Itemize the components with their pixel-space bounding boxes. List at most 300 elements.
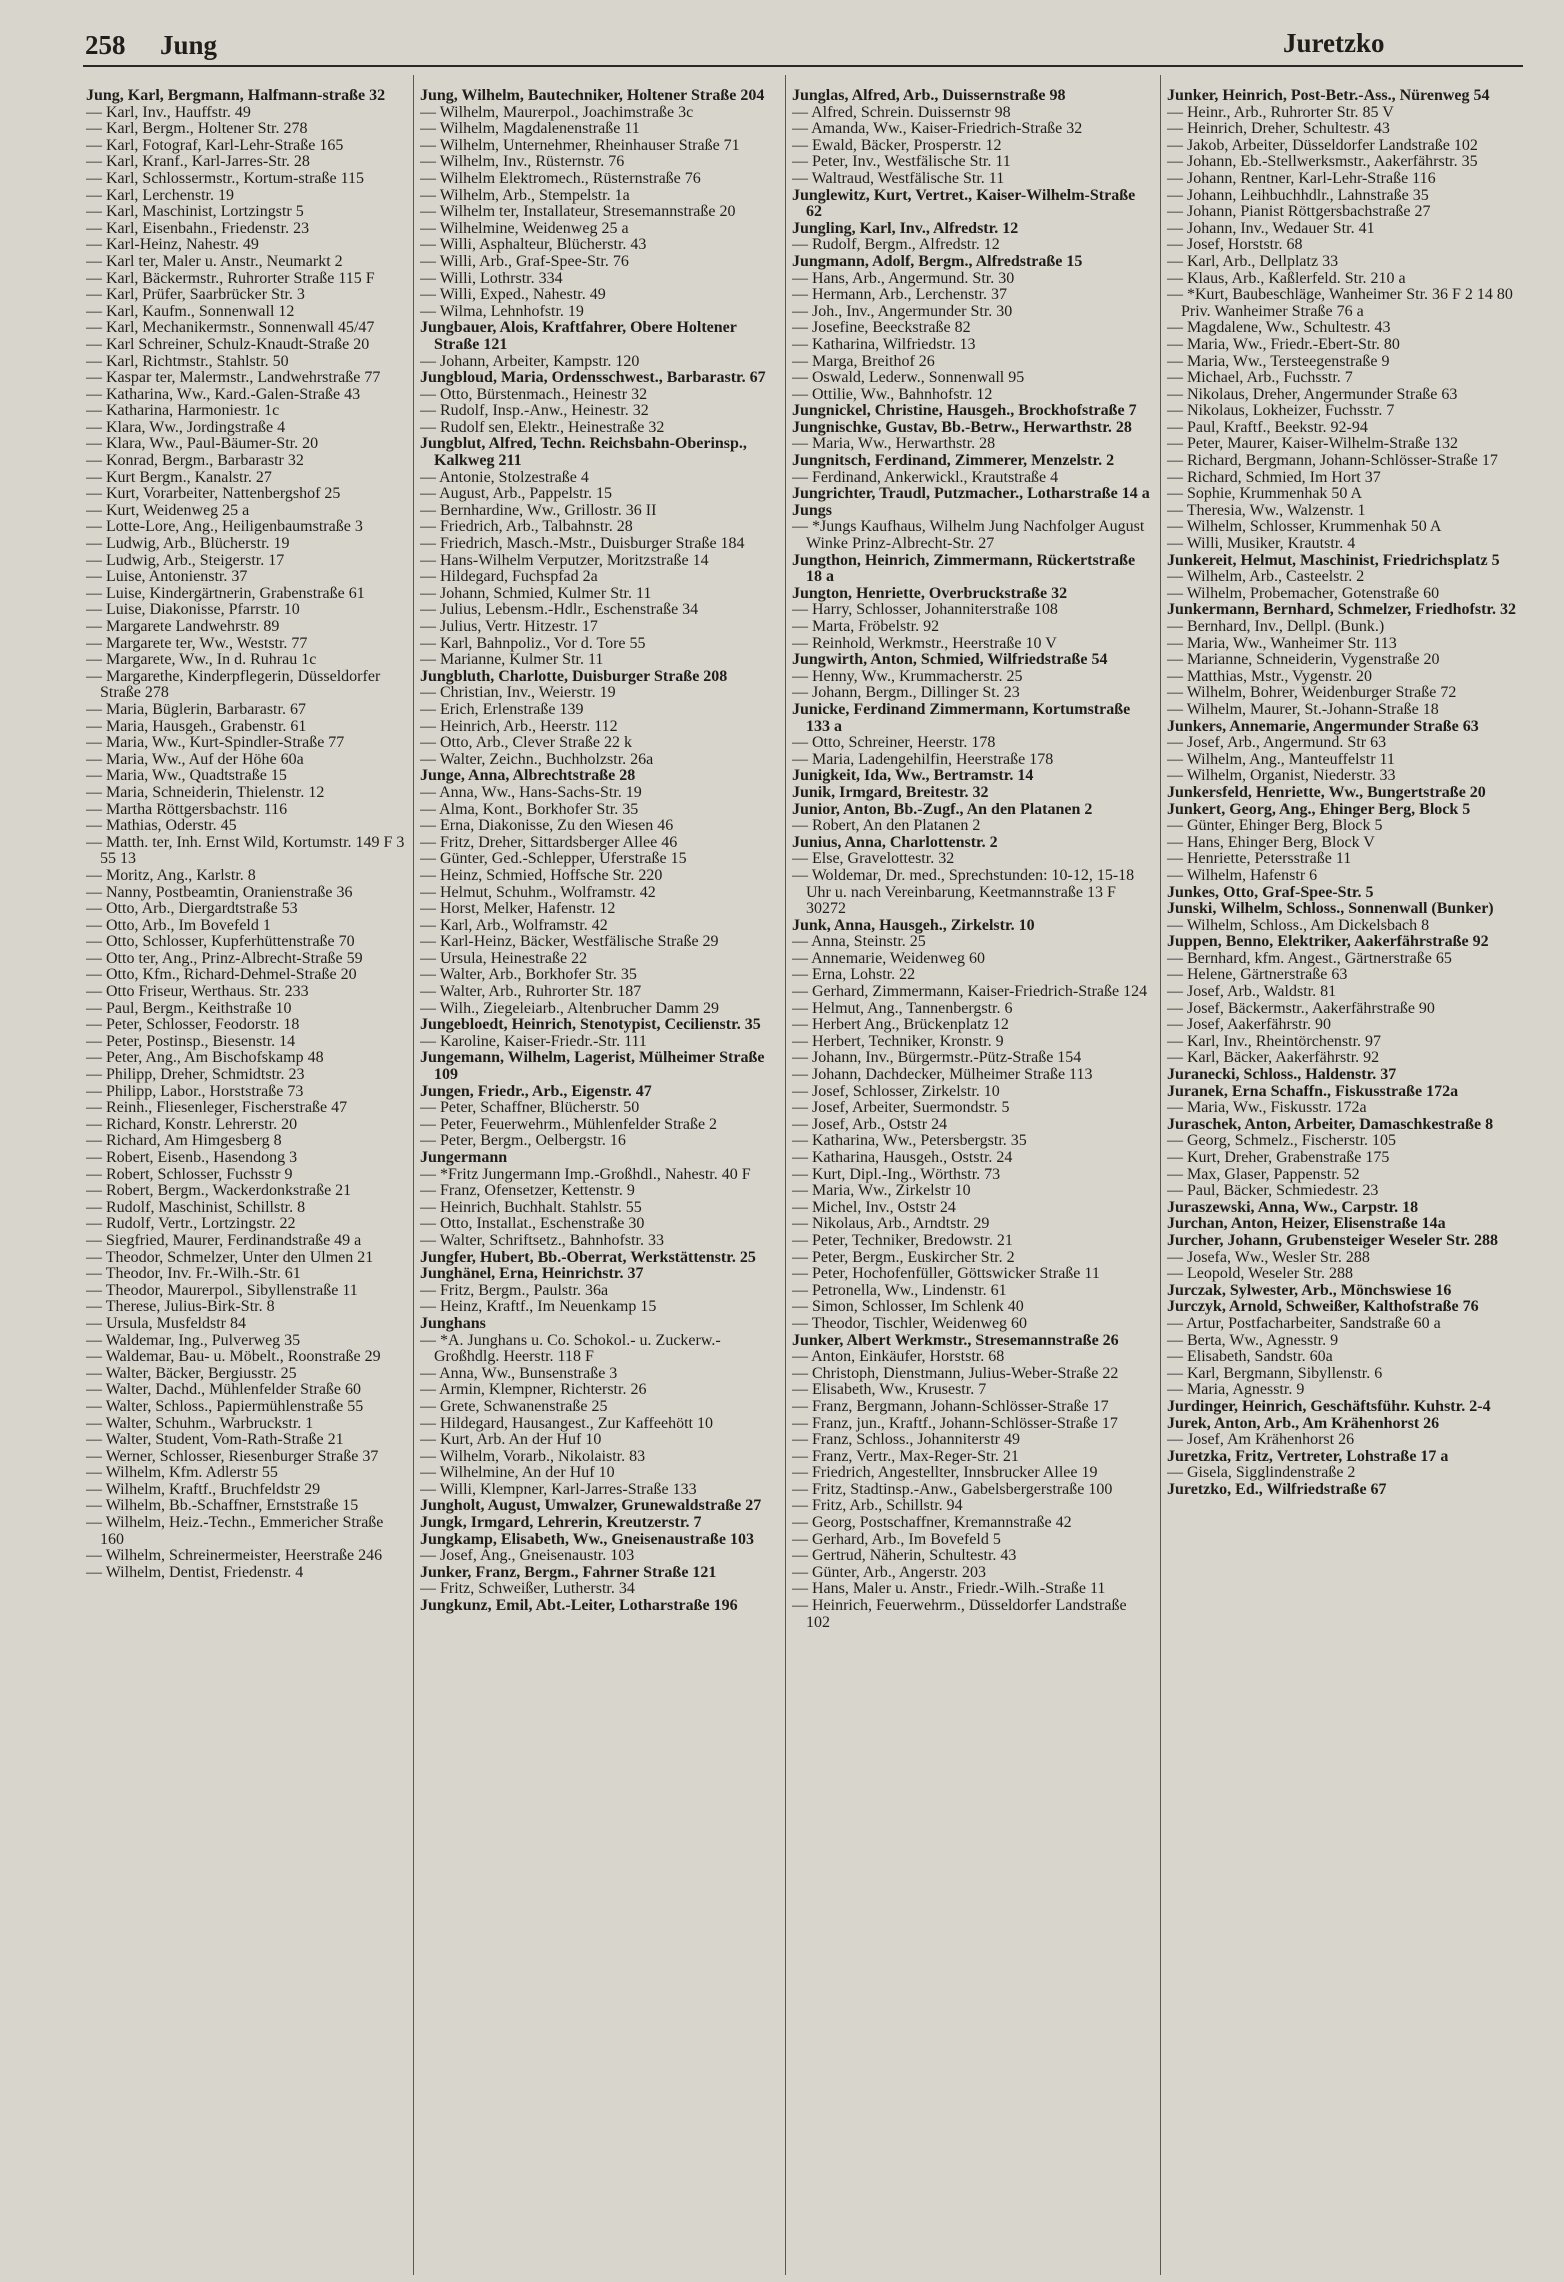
directory-entry: — Günter, Arb., Angerstr. 203 (792, 1563, 987, 1581)
directory-entry: — Katharina, Ww., Kard.-Galen-Straße 43 (86, 385, 361, 403)
directory-entry: — Peter, Schaffner, Blücherstr. 50 (420, 1099, 640, 1117)
directory-entry: — Margarete Landwehrstr. 89 (86, 618, 280, 635)
directory-entry: — Otto, Schlosser, Kupferhüttenstraße 70 (86, 933, 355, 951)
directory-entry: — Herbert, Techniker, Kronstr. 9 (792, 1032, 1004, 1050)
directory-entry: — Ferdinand, Ankerwickl., Krautstraße 4 (792, 468, 1059, 486)
directory-entry: — Günter, Ehinger Berg, Block 5 (1167, 817, 1383, 835)
directory-entry: — Therese, Julius-Birk-Str. 8 (86, 1298, 275, 1316)
directory-entry: — Klara, Ww., Jordingstraße 4 (86, 418, 286, 436)
directory-entry: — Walter, Schloss., Papiermühlenstraße 55 (86, 1397, 364, 1415)
directory-entry: — Maria, Ww., Tersteegenstraße 9 (1167, 352, 1390, 370)
directory-entry: Junker, Franz, Bergm., Fahrner Straße 121 (420, 1563, 717, 1581)
directory-entry: — Maria, Ww., Friedr.-Ebert-Str. 80 (1167, 335, 1400, 353)
directory-entry: — Wilhelm, Kfm. Adlerstr 55 (86, 1464, 278, 1482)
directory-entry: — Richard, Konstr. Lehrerstr. 20 (86, 1115, 298, 1133)
directory-entry: — Josef, Arb., Angermund. Str 63 (1167, 734, 1387, 752)
directory-entry: — Rudolf, Insp.-Anw., Heinestr. 32 (420, 402, 649, 420)
directory-entry: — Margarete ter, Ww., Weststr. 77 (86, 634, 308, 652)
directory-entry: Jungermann (420, 1149, 508, 1166)
directory-entry: — Berta, Ww., Agnesstr. 9 (1167, 1331, 1339, 1349)
directory-entry: — Karl, Richtmstr., Stahlstr. 50 (86, 352, 289, 370)
directory-entry: — Maria, Ww., Herwarthstr. 28 (792, 435, 996, 453)
directory-entry: Jungkunz, Emil, Abt.-Leiter, Lotharstraße 196 (420, 1597, 738, 1615)
directory-column-2 (420, 88, 778, 2268)
directory-entry: — Heinrich, Dreher, Schultestr. 43 (1167, 120, 1390, 138)
directory-entry: Jungfer, Hubert, Bb.-Oberrat, Werkstättenstr. 25 (420, 1248, 756, 1266)
directory-entry: Juretzko, Ed., Wilfriedstraße 67 (1167, 1480, 1387, 1498)
directory-entry: — Willi, Asphalteur, Blücherstr. 43 (420, 236, 647, 254)
directory-entry: — August, Arb., Pappelstr. 15 (420, 485, 613, 503)
directory-entry: — Josef, Ang., Gneisenaustr. 103 (420, 1547, 635, 1565)
directory-entry: — Richard, Am Himgesberg 8 (86, 1132, 282, 1150)
directory-entry: — Petronella, Ww., Lindenstr. 61 (792, 1281, 1007, 1299)
directory-entry: — Franz, Vertr., Max-Reger-Str. 21 (792, 1447, 1019, 1465)
directory-entry: — Bernhard, Inv., Dellpl. (Bunk.) (1167, 618, 1385, 635)
directory-entry: — Karl-Heinz, Nahestr. 49 (86, 236, 259, 254)
directory-entry: — Ludwig, Arb., Blücherstr. 19 (86, 535, 290, 553)
directory-entry: — Klaus, Arb., Kaßlerfeld. Str. 210 a (1167, 269, 1406, 287)
directory-entry: — Sophie, Krummenhak 50 A (1167, 485, 1363, 503)
directory-entry: Jurczak, Sylwester, Arb., Mönchswiese 16 (1167, 1281, 1452, 1299)
directory-entry: — Hans, Maler u. Anstr., Friedr.-Wilh.-Straße 11 (792, 1580, 1106, 1598)
directory-entry: — Nikolaus, Dreher, Angermunder Straße 63 (1167, 385, 1458, 403)
directory-entry: Juretzka, Fritz, Vertreter, Lohstraße 17 a (1167, 1447, 1449, 1465)
directory-entry: — Josefa, Ww., Wesler Str. 288 (1167, 1248, 1370, 1266)
directory-entry: — Johann, Bergm., Dillinger St. 23 (792, 684, 1020, 702)
directory-entry: — Karl, Bäcker, Aakerfährstr. 92 (1167, 1049, 1380, 1067)
directory-entry: — Wilhelm, Bohrer, Weidenburger Straße 72 (1167, 684, 1457, 702)
directory-entry: Junghänel, Erna, Heinrichstr. 37 (420, 1265, 644, 1283)
directory-entry: Jungebloedt, Heinrich, Stenotypist, Cecilienstr. 35 (420, 1016, 761, 1034)
directory-entry: — Peter, Feuerwehrm., Mühlenfelder Straße 2 (420, 1115, 718, 1133)
directory-entry: — Moritz, Ang., Karlstr. 8 (86, 866, 256, 884)
directory-entry: — Wilhelmine, Weidenweg 25 a (420, 219, 629, 237)
directory-entry: — Josef, Bäckermstr., Aakerfährstraße 90 (1167, 999, 1435, 1017)
directory-entry: Jungbloud, Maria, Ordensschwest., Barbarastr. 67 (420, 369, 766, 387)
directory-entry: Jungnischke, Gustav, Bb.-Betrw., Herwarthstr. 28 (792, 418, 1132, 436)
directory-entry: — Rudolf sen, Elektr., Heinestraße 32 (420, 418, 665, 436)
directory-entry: — Matth. ter, Inh. Ernst Wild, Kortumstr. 149 F 3 55 13 (86, 833, 405, 868)
directory-entry: — Fritz, Dreher, Sittardsberger Allee 46 (420, 833, 678, 851)
directory-entry: Junkert, Georg, Ang., Ehinger Berg, Block 5 (1167, 800, 1471, 818)
directory-entry: — Karl-Heinz, Bäcker, Westfälische Straße 29 (420, 933, 719, 951)
directory-entry: — Kurt, Arb. An der Huf 10 (420, 1431, 602, 1449)
directory-entry: — Johann, Rentner, Karl-Lehr-Straße 116 (1167, 169, 1436, 187)
directory-entry: — Wilhelm, Organist, Niederstr. 33 (1167, 767, 1396, 785)
directory-entry: — Marianne, Schneiderin, Vygenstraße 20 (1167, 651, 1440, 669)
directory-entry: — Heinr., Arb., Ruhrorter Str. 85 V (1167, 103, 1394, 121)
directory-entry: Junkereit, Helmut, Maschinist, Friedrichsplatz 5 (1167, 551, 1500, 569)
directory-entry: — Karl, Inv., Rheintörchenstr. 97 (1167, 1032, 1382, 1050)
directory-entry: — Friedrich, Masch.-Mstr., Duisburger Straße 184 (420, 535, 745, 553)
directory-entry: — Franz, Ofensetzer, Kettenstr. 9 (420, 1182, 635, 1200)
directory-entry: — Johann, Dachdecker, Mülheimer Straße 113 (792, 1066, 1093, 1084)
directory-column-3 (792, 88, 1152, 2268)
directory-entry: — Ursula, Heinestraße 22 (420, 949, 588, 967)
directory-entry: — Karoline, Kaiser-Friedr.-Str. 111 (420, 1032, 647, 1050)
directory-entry: — Theodor, Maurerpol., Sibyllenstraße 11 (86, 1281, 358, 1299)
directory-entry: — Franz, jun., Kraftf., Johann-Schlösser-Straße 17 (792, 1414, 1118, 1432)
header-right-word: Juretzko (1283, 28, 1385, 58)
directory-entry: Jungnickel, Christine, Hausgeh., Brockhofstraße 7 (792, 402, 1137, 420)
directory-entry: — Anna, Steinstr. 25 (792, 933, 926, 951)
directory-entry: — Joh., Inv., Angermunder Str. 30 (792, 302, 1013, 320)
directory-entry: — Richard, Bergmann, Johann-Schlösser-Straße 17 (1167, 452, 1498, 470)
directory-entry: — Marianne, Kulmer Str. 11 (420, 651, 604, 669)
directory-entry: — Artur, Postfacharbeiter, Sandstraße 60 a (1167, 1314, 1441, 1332)
directory-entry: — Josef, Aakerfährstr. 90 (1167, 1016, 1331, 1034)
directory-entry: — Annemarie, Weidenweg 60 (792, 949, 986, 967)
directory-entry: — *Fritz Jungermann Imp.-Großhdl., Nahestr. 40 F (420, 1165, 751, 1183)
directory-entry: — Peter, Bergm., Euskircher Str. 2 (792, 1248, 1015, 1266)
directory-entry: — Wilhelm, Maurerpol., Joachimstraße 3c (420, 103, 694, 121)
directory-entry: — Heinrich, Arb., Heerstr. 112 (420, 717, 618, 735)
directory-entry: — Luise, Antonienstr. 37 (86, 568, 248, 586)
directory-entry: — Wilhelm ter, Installateur, Stresemannstraße 20 (420, 203, 736, 221)
directory-entry: — Wilhelm, Arb., Casteelstr. 2 (1167, 568, 1365, 586)
directory-entry: Juranecki, Schloss., Haldenstr. 37 (1167, 1066, 1397, 1084)
directory-entry: — Hans, Ehinger Berg, Block V (1167, 833, 1375, 851)
directory-entry: — Leopold, Weseler Str. 288 (1167, 1265, 1353, 1283)
directory-entry: Junglas, Alfred, Arb., Duissernstraße 98 (792, 88, 1066, 104)
directory-entry: — Margarethe, Kinderpflegerin, Düsseldorfer Straße 278 (86, 667, 381, 702)
directory-entry: — Otto Friseur, Werthaus. Str. 233 (86, 983, 309, 1001)
directory-entry: — Robert, Bergm., Wackerdonkstraße 21 (86, 1182, 352, 1200)
directory-entry: — Maria, Ww., Quadtstraße 15 (86, 767, 287, 785)
directory-entry: — Oswald, Lederw., Sonnenwall 95 (792, 369, 1025, 387)
directory-entry: Junigkeit, Ida, Ww., Bertramstr. 14 (792, 767, 1034, 785)
directory-entry: — Horst, Melker, Hafenstr. 12 (420, 900, 616, 918)
directory-entry: Jung, Wilhelm, Bautechniker, Holtener Straße 204 (420, 88, 765, 104)
directory-entry: — Katharina, Harmoniestr. 1c (86, 402, 280, 420)
header-left-word: Jung (160, 30, 218, 60)
directory-entry: Junge, Anna, Albrechtstraße 28 (420, 767, 636, 785)
directory-entry: — Michel, Inv., Oststr 24 (792, 1198, 956, 1216)
column-divider (1160, 75, 1161, 2275)
directory-entry: — Richard, Schmied, Im Hort 37 (1167, 468, 1381, 486)
directory-entry: Junkers, Annemarie, Angermunder Straße 63 (1167, 717, 1479, 735)
directory-entry: — Wilhelm, Hafenstr 6 (1167, 866, 1318, 884)
directory-column-4 (1167, 88, 1525, 2268)
directory-entry: — Bernhardine, Ww., Grillostr. 36 II (420, 501, 657, 519)
directory-entry: — Johann, Eb.-Stellwerksmstr., Aakerfährstr. 35 (1167, 153, 1478, 171)
directory-entry: Junghans (420, 1314, 486, 1332)
directory-entry: — Wilhelm, Magdalenenstraße 11 (420, 120, 640, 138)
directory-entry: — Antonie, Stolzestraße 4 (420, 468, 589, 486)
directory-entry: — Wilhelmine, An der Huf 10 (420, 1464, 615, 1482)
directory-entry: — Helmut, Schuhm., Wolframstr. 42 (420, 883, 656, 901)
directory-entry: — Josefine, Beeckstraße 82 (792, 319, 971, 337)
directory-entry: — Otto, Kfm., Richard-Dehmel-Straße 20 (86, 966, 357, 984)
directory-entry: — Wilhelm, Kraftf., Bruchfeldstr 29 (86, 1480, 321, 1498)
directory-entry: Junior, Anton, Bb.-Zugf., An den Platanen 2 (792, 800, 1093, 818)
directory-entry: — Walter, Arb., Ruhrorter Str. 187 (420, 983, 642, 1001)
directory-entry: — Paul, Kraftf., Beekstr. 92-94 (1167, 418, 1368, 436)
directory-entry: — Willi, Arb., Graf-Spee-Str. 76 (420, 252, 629, 270)
directory-entry: — Elisabeth, Ww., Krusestr. 7 (792, 1381, 987, 1399)
directory-entry: — Martha Röttgersbachstr. 116 (86, 800, 288, 818)
directory-entry: — Mathias, Oderstr. 45 (86, 817, 237, 835)
directory-entry: — Simon, Schlosser, Im Schlenk 40 (792, 1298, 1024, 1316)
directory-entry: — Maria, Büglerin, Barbarastr. 67 (86, 700, 306, 718)
directory-entry: — Maria, Schneiderin, Thielenstr. 12 (86, 783, 325, 801)
directory-entry: — Wilhelm, Vorarb., Nikolaistr. 83 (420, 1447, 646, 1465)
directory-entry: — Otto, Schreiner, Heerstr. 178 (792, 734, 996, 752)
directory-entry: — Matthias, Mstr., Vygenstr. 20 (1167, 667, 1373, 685)
directory-entry: — Erna, Lohstr. 22 (792, 966, 916, 984)
directory-entry: Junski, Wilhelm, Schloss., Sonnenwall (Bunker) (1167, 900, 1494, 918)
directory-entry: — Otto, Arb., Im Bovefeld 1 (86, 916, 271, 934)
directory-entry: — Marga, Breithof 26 (792, 352, 935, 370)
directory-entry: — Johann, Schmied, Kulmer Str. 11 (420, 584, 652, 602)
directory-entry: — Wilhelm, Probemacher, Gotenstraße 60 (1167, 584, 1440, 602)
directory-entry: — Kurt, Dreher, Grabenstraße 175 (1167, 1149, 1390, 1166)
directory-entry: — Karl, Lerchenstr. 19 (86, 186, 234, 204)
directory-entry: — Robert, An den Platanen 2 (792, 817, 981, 835)
directory-entry: Jungthon, Heinrich, Zimmermann, Rückertstraße 18 a (792, 551, 1136, 586)
directory-entry: Jungnitsch, Ferdinand, Zimmerer, Menzelstr. 2 (792, 452, 1115, 470)
directory-entry: — Wilhelm Elektromech., Rüsternstraße 76 (420, 169, 701, 187)
directory-entry: — Theodor, Inv. Fr.-Wilh.-Str. 61 (86, 1265, 301, 1283)
directory-entry: — Walter, Dachd., Mühlenfelder Straße 60 (86, 1381, 362, 1399)
directory-entry: — Gisela, Sigglindenstraße 2 (1167, 1464, 1356, 1482)
directory-entry: — Nikolaus, Arb., Arndtstr. 29 (792, 1215, 990, 1233)
directory-entry: — Johann, Leihbuchhdlr., Lahnstraße 35 (1167, 186, 1429, 204)
directory-entry: Jurdinger, Heinrich, Geschäftsführ. Kuhstr. 2-4 (1167, 1397, 1491, 1415)
directory-entry: — Karl, Bahnpoliz., Vor d. Tore 55 (420, 634, 646, 652)
directory-entry: — Wilhelm, Schlosser, Krummenhak 50 A (1167, 518, 1442, 536)
directory-entry: — Waltraud, Westfälische Str. 11 (792, 169, 1005, 187)
directory-entry: — Michael, Arb., Fuchsstr. 7 (1167, 369, 1353, 387)
directory-entry: Jungen, Friedr., Arb., Eigenstr. 47 (420, 1082, 652, 1100)
directory-entry: — Theodor, Tischler, Weidenweg 60 (792, 1314, 1028, 1332)
directory-entry: — Friedrich, Arb., Talbahnstr. 28 (420, 518, 633, 536)
directory-entry: — Julius, Vertr. Hitzestr. 17 (420, 618, 598, 635)
directory-entry: — Karl, Mechanikermstr., Sonnenwall 45/47 (86, 319, 375, 337)
directory-entry: — Maria, Ww., Wanheimer Str. 113 (1167, 634, 1397, 652)
page-header (0, 0, 1564, 75)
directory-entry: — Erich, Erlenstraße 139 (420, 700, 584, 718)
directory-entry: — Otto, Arb., Diergardtstraße 53 (86, 900, 298, 918)
directory-entry: — Hildegard, Fuchspfad 2a (420, 568, 598, 586)
directory-entry: — Franz, Schloss., Johanniterstr 49 (792, 1431, 1020, 1449)
directory-entry: — Julius, Lebensm.-Hdlr., Eschenstraße 34 (420, 601, 699, 619)
directory-entry: — Josef, Arb., Waldstr. 81 (1167, 983, 1337, 1001)
directory-entry: — Heinrich, Feuerwehrm., Düsseldorfer Landstraße 102 (792, 1597, 1127, 1631)
directory-entry: Jungemann, Wilhelm, Lagerist, Mülheimer Straße 109 (420, 1049, 765, 1084)
directory-entry: — Peter, Schlosser, Feodorstr. 18 (86, 1016, 300, 1034)
directory-entry: Jungrichter, Traudl, Putzmacher., Lotharstraße 14 a (792, 485, 1150, 503)
directory-entry: Juppen, Benno, Elektriker, Aakerfährstraße 92 (1167, 933, 1489, 951)
directory-entry: — Peter, Ang., Am Bischofskamp 48 (86, 1049, 324, 1067)
directory-entry: — Kurt Bergm., Kanalstr. 27 (86, 468, 272, 486)
directory-entry: — Maria, Agnesstr. 9 (1167, 1381, 1305, 1399)
directory-entry: — Wilhelm, Arb., Stempelstr. 1a (420, 186, 630, 204)
directory-entry: — Otto, Arb., Clever Straße 22 k (420, 734, 632, 752)
directory-entry: — Henny, Ww., Krummacherstr. 25 (792, 667, 1023, 685)
directory-entry: — Peter, Maurer, Kaiser-Wilhelm-Straße 132 (1167, 435, 1458, 453)
column-divider (785, 75, 786, 2275)
directory-entry: — Jakob, Arbeiter, Düsseldorfer Landstraße 102 (1167, 136, 1478, 154)
directory-entry: — Karl, Bergmann, Sibyllenstr. 6 (1167, 1364, 1383, 1382)
directory-entry: — Karl, Bäckermstr., Ruhrorter Straße 115 F (86, 269, 375, 287)
directory-entry: — Hildegard, Hausangest., Zur Kaffeehött 10 (420, 1414, 713, 1432)
directory-entry: Jurek, Anton, Arb., Am Krähenhorst 26 (1167, 1414, 1440, 1432)
directory-entry: — Fritz, Stadtinsp.-Anw., Gabelsbergerstraße 100 (792, 1480, 1113, 1498)
directory-entry: — Josef, Horststr. 68 (1167, 236, 1303, 254)
directory-entry: — Josef, Am Krähenhorst 26 (1167, 1431, 1355, 1449)
directory-entry: — Kaspar ter, Malermstr., Landwehrstraße 77 (86, 369, 381, 387)
directory-entry: — Kurt, Weidenweg 25 a (86, 501, 250, 519)
directory-entry: — Karl, Fotograf, Karl-Lehr-Straße 165 (86, 136, 344, 154)
directory-entry: — Woldemar, Dr. med., Sprechstunden: 10-12, 15-18 Uhr u. nach Vereinbarung, Keetmannstraße 13 F 30272 (792, 866, 1135, 918)
directory-entry: Jungbauer, Alois, Kraftfahrer, Obere Holtener Straße 121 (420, 319, 737, 353)
directory-entry: — Hans-Wilhelm Verputzer, Moritzstraße 14 (420, 551, 709, 569)
directory-entry: — Theresia, Ww., Walzenstr. 1 (1167, 501, 1366, 519)
directory-entry: — Gerhard, Zimmermann, Kaiser-Friedrich-Straße 124 (792, 983, 1148, 1001)
directory-entry: Junik, Irmgard, Breitestr. 32 (792, 783, 989, 801)
directory-entry: — Karl, Bergm., Holtener Str. 278 (86, 120, 308, 138)
directory-entry: — Franz, Bergmann, Johann-Schlösser-Straße 17 (792, 1397, 1109, 1415)
directory-entry: — Walter, Schriftsetz., Bahnhofstr. 33 (420, 1231, 664, 1249)
directory-entry: — Waldemar, Bau- u. Möbelt., Roonstraße 29 (86, 1348, 381, 1366)
directory-entry: — Kurt, Dipl.-Ing., Wörthstr. 73 (792, 1165, 1001, 1183)
directory-entry: — Karl, Prüfer, Saarbrücker Str. 3 (86, 286, 305, 304)
directory-entry: — Josef, Arb., Oststr 24 (792, 1115, 948, 1133)
directory-entry: — Karl, Arb., Wolframstr. 42 (420, 916, 608, 934)
directory-entry: Jungkamp, Elisabeth, Ww., Gneisenaustraße 103 (420, 1530, 754, 1548)
directory-entry: — Helene, Gärtnerstraße 63 (1167, 966, 1348, 984)
directory-entry: — Paul, Bergm., Keithstraße 10 (86, 999, 292, 1017)
directory-entry: — Henriette, Petersstraße 11 (1167, 850, 1352, 868)
directory-entry: — Maria, Ww., Zirkelstr 10 (792, 1182, 971, 1200)
directory-entry: — Else, Gravelottestr. 32 (792, 850, 955, 868)
directory-entry: — Fritz, Bergm., Paulstr. 36a (420, 1281, 609, 1299)
directory-entry: Jungholt, August, Umwalzer, Grunewaldstraße 27 (420, 1497, 762, 1515)
directory-entry: Jungbluth, Charlotte, Duisburger Straße 208 (420, 667, 728, 685)
directory-entry: — Willi, Lothrstr. 334 (420, 269, 563, 287)
column-divider (413, 75, 414, 2275)
directory-entry: — Peter, Bergm., Oelbergstr. 16 (420, 1132, 626, 1150)
directory-entry: — Fritz, Arb., Schillstr. 94 (792, 1497, 963, 1515)
directory-entry: Jurcher, Johann, Grubensteiger Weseler Str. 288 (1167, 1231, 1498, 1249)
directory-entry: — Ludwig, Arb., Steigerstr. 17 (86, 551, 285, 569)
directory-entry: — Karl ter, Maler u. Anstr., Neumarkt 2 (86, 252, 343, 270)
directory-entry: — Margarete, Ww., In d. Ruhrau 1c (86, 651, 317, 669)
directory-entry: — Josef, Schlosser, Zirkelstr. 10 (792, 1082, 1000, 1100)
directory-entry: Jung, Karl, Bergmann, Halfmann-straße 32 (86, 88, 386, 104)
directory-entry: — Karl, Eisenbahn., Friedenstr. 23 (86, 219, 310, 237)
directory-entry: — Karl, Inv., Hauffstr. 49 (86, 103, 251, 121)
directory-entry: — Friedrich, Angestellter, Innsbrucker Allee 19 (792, 1464, 1098, 1482)
directory-entry: — Anna, Ww., Bunsenstraße 3 (420, 1364, 618, 1382)
directory-entry: Jungblut, Alfred, Techn. Reichsbahn-Oberinsp., Kalkweg 211 (420, 435, 747, 470)
directory-entry: — Karl, Maschinist, Lortzingstr 5 (86, 203, 304, 221)
directory-entry: — Amanda, Ww., Kaiser-Friedrich-Straße 32 (792, 120, 1083, 138)
directory-entry: — Karl Schreiner, Schulz-Knaudt-Straße 20 (86, 335, 370, 353)
directory-entry: — Johann, Arbeiter, Kampstr. 120 (420, 352, 640, 370)
directory-entry: — Rudolf, Bergm., Alfredstr. 12 (792, 236, 1000, 254)
directory-entry: Juranek, Erna Schaffn., Fiskusstraße 172a (1167, 1082, 1459, 1100)
directory-entry: — Alfred, Schrein. Duissernstr 98 (792, 103, 1011, 121)
directory-entry: — Johann, Inv., Wedauer Str. 41 (1167, 219, 1375, 237)
directory-entry: — Paul, Bäcker, Schmiedestr. 23 (1167, 1182, 1379, 1200)
directory-entry: Junk, Anna, Hausgeh., Zirkelstr. 10 (792, 916, 1035, 934)
directory-entry: — Reinh., Fliesenleger, Fischerstraße 47 (86, 1099, 348, 1117)
directory-entry: — Günter, Ged.-Schlepper, Uferstraße 15 (420, 850, 687, 868)
directory-entry: Junicke, Ferdinand Zimmermann, Kortumstraße 133 a (792, 700, 1131, 735)
directory-entry: — Ursula, Musfeldstr 84 (86, 1314, 246, 1332)
directory-entry: — Wilhelm, Maurer, St.-Johann-Straße 18 (1167, 700, 1439, 718)
directory-entry: — Karl, Kaufm., Sonnenwall 12 (86, 302, 295, 320)
directory-entry: Jungwirth, Anton, Schmied, Wilfriedstraße 54 (792, 651, 1108, 669)
directory-entry: — Maria, Ww., Auf der Höhe 60a (86, 750, 304, 768)
directory-entry: Jungs (792, 501, 833, 519)
directory-entry: — Elisabeth, Sandstr. 60a (1167, 1348, 1333, 1366)
page-number: 258 (85, 30, 126, 60)
directory-entry: — Hans, Arb., Angermund. Str. 30 (792, 269, 1015, 287)
directory-entry: — Wilhelm, Inv., Rüsternstr. 76 (420, 153, 625, 171)
directory-entry: — Ottilie, Ww., Bahnhofstr. 12 (792, 385, 993, 403)
directory-entry: — Bernhard, kfm. Angest., Gärtnerstraße 65 (1167, 949, 1452, 967)
directory-entry: — Waldemar, Ing., Pulverweg 35 (86, 1331, 301, 1349)
directory-entry: Jungling, Karl, Inv., Alfredstr. 12 (792, 219, 1019, 237)
directory-column-1 (86, 88, 406, 2268)
directory-entry: — Karl, Schlossermstr., Kortum-straße 115 (86, 169, 365, 187)
directory-entry: — Grete, Schwanenstraße 25 (420, 1397, 608, 1415)
directory-entry: — Christoph, Dienstmann, Julius-Weber-Straße 22 (792, 1364, 1119, 1382)
directory-entry: — Anna, Ww., Hans-Sachs-Str. 19 (420, 783, 642, 801)
directory-entry: — Magdalene, Ww., Schultestr. 43 (1167, 319, 1391, 337)
directory-entry: Junglewitz, Kurt, Vertret., Kaiser-Wilhelm-Straße 62 (792, 186, 1136, 221)
directory-entry: — Johann, Pianist Röttgersbachstraße 27 (1167, 203, 1431, 221)
directory-entry: — Lotte-Lore, Ang., Heiligenbaumstraße 3 (86, 518, 363, 536)
directory-entry: — Armin, Klempner, Richterstr. 26 (420, 1381, 647, 1399)
directory-entry: — Maria, Ww., Kurt-Spindler-Straße 77 (86, 734, 345, 752)
header-rule (83, 65, 1523, 67)
directory-entry: Juraszewski, Anna, Ww., Carpstr. 18 (1167, 1198, 1419, 1216)
directory-entry: — Alma, Kont., Borkhofer Str. 35 (420, 800, 639, 818)
directory-entry: Jurchan, Anton, Heizer, Elisenstraße 14a (1167, 1215, 1446, 1233)
directory-entry: — Walter, Zeichn., Buchholzstr. 26a (420, 750, 654, 768)
directory-entry: — Georg, Schmelz., Fischerstr. 105 (1167, 1132, 1397, 1150)
directory-entry: — Erna, Diakonisse, Zu den Wiesen 46 (420, 817, 674, 835)
directory-entry: — Heinz, Schmied, Hoffsche Str. 220 (420, 866, 663, 884)
directory-entry: — Walter, Bäcker, Bergiusstr. 25 (86, 1364, 297, 1382)
directory-entry: — Wilhelm, Ang., Manteuffelstr 11 (1167, 750, 1395, 768)
directory-entry: — Harry, Schlosser, Johanniterstraße 108 (792, 601, 1058, 619)
directory-entry: — Karl, Kranf., Karl-Jarres-Str. 28 (86, 153, 310, 171)
directory-entry: — Konrad, Bergm., Barbarastr 32 (86, 452, 304, 470)
directory-entry: — Wilhelm, Bb.-Schaffner, Ernststraße 15 (86, 1497, 359, 1515)
directory-entry: — Otto ter, Ang., Prinz-Albrecht-Straße 59 (86, 949, 363, 967)
directory-entry: — Wilhelm, Schreinermeister, Heerstraße 246 (86, 1547, 383, 1565)
directory-entry: Junkermann, Bernhard, Schmelzer, Friedhofstr. 32 (1167, 601, 1517, 619)
directory-entry: — Werner, Schlosser, Riesenburger Straße 37 (86, 1447, 379, 1465)
directory-entry: Junkersfeld, Henriette, Ww., Bungertstraße 20 (1167, 783, 1486, 801)
directory-entry: — Theodor, Schmelzer, Unter den Ulmen 21 (86, 1248, 374, 1266)
directory-entry: — Katharina, Ww., Petersbergstr. 35 (792, 1132, 1027, 1150)
directory-entry: — Peter, Hochofenfüller, Göttswicker Straße 11 (792, 1265, 1100, 1283)
directory-entry: — Peter, Inv., Westfälische Str. 11 (792, 153, 1011, 171)
directory-entry: — Herbert Ang., Brückenplatz 12 (792, 1016, 1009, 1034)
directory-entry: — Katharina, Hausgeh., Oststr. 24 (792, 1149, 1013, 1166)
directory-entry: — Walter, Schuhm., Warbruckstr. 1 (86, 1414, 314, 1432)
directory-entry: Jungk, Irmgard, Lehrerin, Kreutzerstr. 7 (420, 1514, 702, 1532)
directory-entry: — Maria, Ladengehilfin, Heerstraße 178 (792, 750, 1054, 768)
directory-entry: — Walter, Student, Vom-Rath-Straße 21 (86, 1431, 344, 1449)
directory-entry: Junius, Anna, Charlottenstr. 2 (792, 833, 998, 851)
